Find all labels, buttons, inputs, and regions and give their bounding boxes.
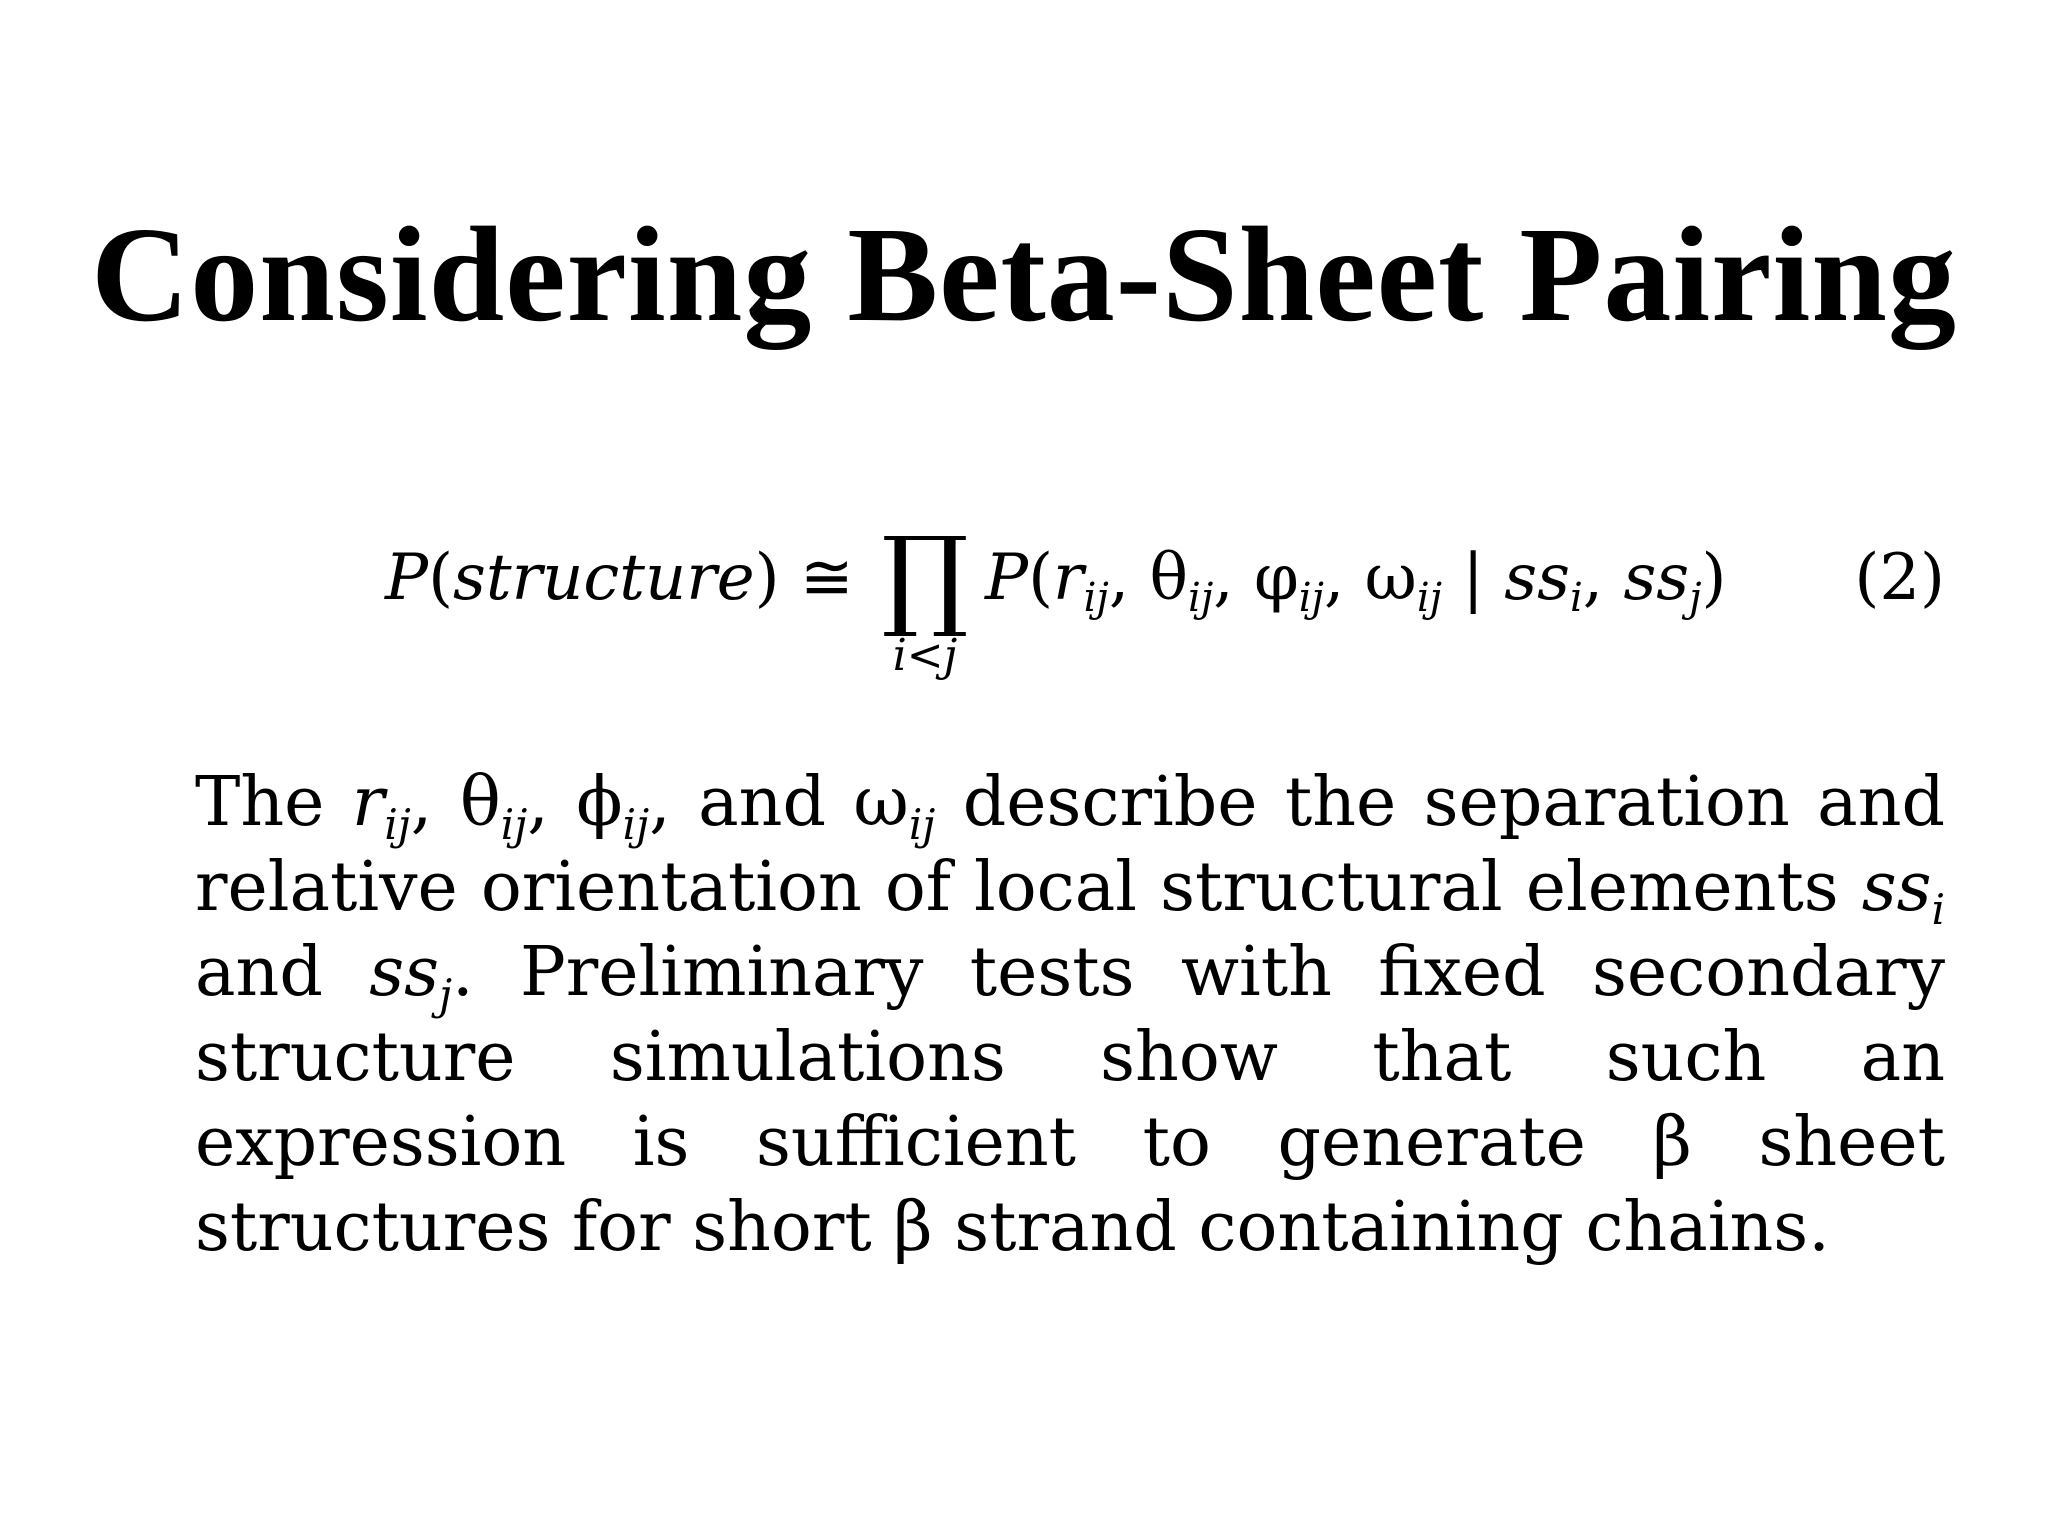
eq-approx-symbol	[780, 541, 800, 615]
description-paragraph	[195, 760, 1945, 1270]
eq-r-sub: ij	[1083, 575, 1109, 621]
eq-approx: ≅	[799, 541, 854, 615]
eq-rhs-p: P	[985, 541, 1029, 615]
eq-omega-sub: ij	[1416, 575, 1443, 621]
para-theta: θ	[459, 763, 501, 842]
eq-omega: ω	[1364, 541, 1417, 615]
para-and: , and	[649, 763, 854, 842]
eq-given-bar: |	[1442, 541, 1505, 615]
para-ss-i: ss	[1861, 848, 1932, 927]
eq-theta: θ	[1149, 541, 1189, 615]
eq-phi-sub: ij	[1298, 575, 1324, 621]
para-sep-2: ,	[527, 763, 577, 842]
eq-comma-2: ,	[1213, 541, 1254, 615]
para-phi: ϕ	[576, 763, 623, 842]
eq-ss-j: ss	[1623, 541, 1690, 615]
para-phi-sub: ij	[622, 800, 650, 849]
para-the: The	[195, 763, 352, 842]
eq-p: P	[385, 541, 429, 615]
eq-comma-3: ,	[1323, 541, 1365, 615]
para-text-2: describe the separation and relative orientation of local structural elements	[195, 763, 1946, 927]
para-text-4: . Preliminary tests with fixed secondary structure simulations show that such an expression is sufficient to generate β sheet structures for short β strand containing chains.	[195, 933, 1945, 1267]
eq-comma-1: ,	[1108, 541, 1150, 615]
para-ss-j: ss	[369, 933, 439, 1012]
product-symbol: ∏	[881, 513, 969, 641]
para-omega: ω	[853, 763, 909, 842]
equation-rhs	[985, 538, 1727, 621]
eq-lhs-arg: (structure)	[428, 541, 780, 615]
eq-phi: φ	[1253, 541, 1299, 615]
eq-structure: structure	[453, 541, 755, 615]
eq-rhs-close: )	[1701, 541, 1727, 615]
slide-title: Considering Beta-Sheet Pairing	[91, 200, 1957, 350]
equation-product	[870, 513, 980, 681]
eq-comma-4: ,	[1582, 541, 1624, 615]
para-ss-i-sub: i	[1931, 885, 1945, 934]
para-theta-sub: ij	[500, 800, 528, 849]
eq-ss-j-sub: j	[1689, 575, 1702, 621]
equation-number: (2)	[1854, 541, 1945, 615]
para-text-3: and	[195, 933, 370, 1012]
para-omega-sub: ij	[908, 800, 936, 849]
para-r: r	[351, 763, 385, 842]
para-sep-1: ,	[410, 763, 460, 842]
eq-ss-i: ss	[1504, 541, 1570, 615]
eq-ss-i-sub: i	[1569, 575, 1583, 621]
para-ss-j-sub: j	[439, 970, 453, 1019]
product-subscript: i<j	[892, 630, 958, 681]
eq-rhs-open: (	[1028, 541, 1054, 615]
equation-lhs	[385, 538, 854, 618]
equation	[385, 513, 1945, 710]
eq-theta-sub: ij	[1188, 575, 1214, 621]
eq-r: r	[1053, 541, 1084, 615]
para-r-sub: ij	[384, 800, 411, 849]
